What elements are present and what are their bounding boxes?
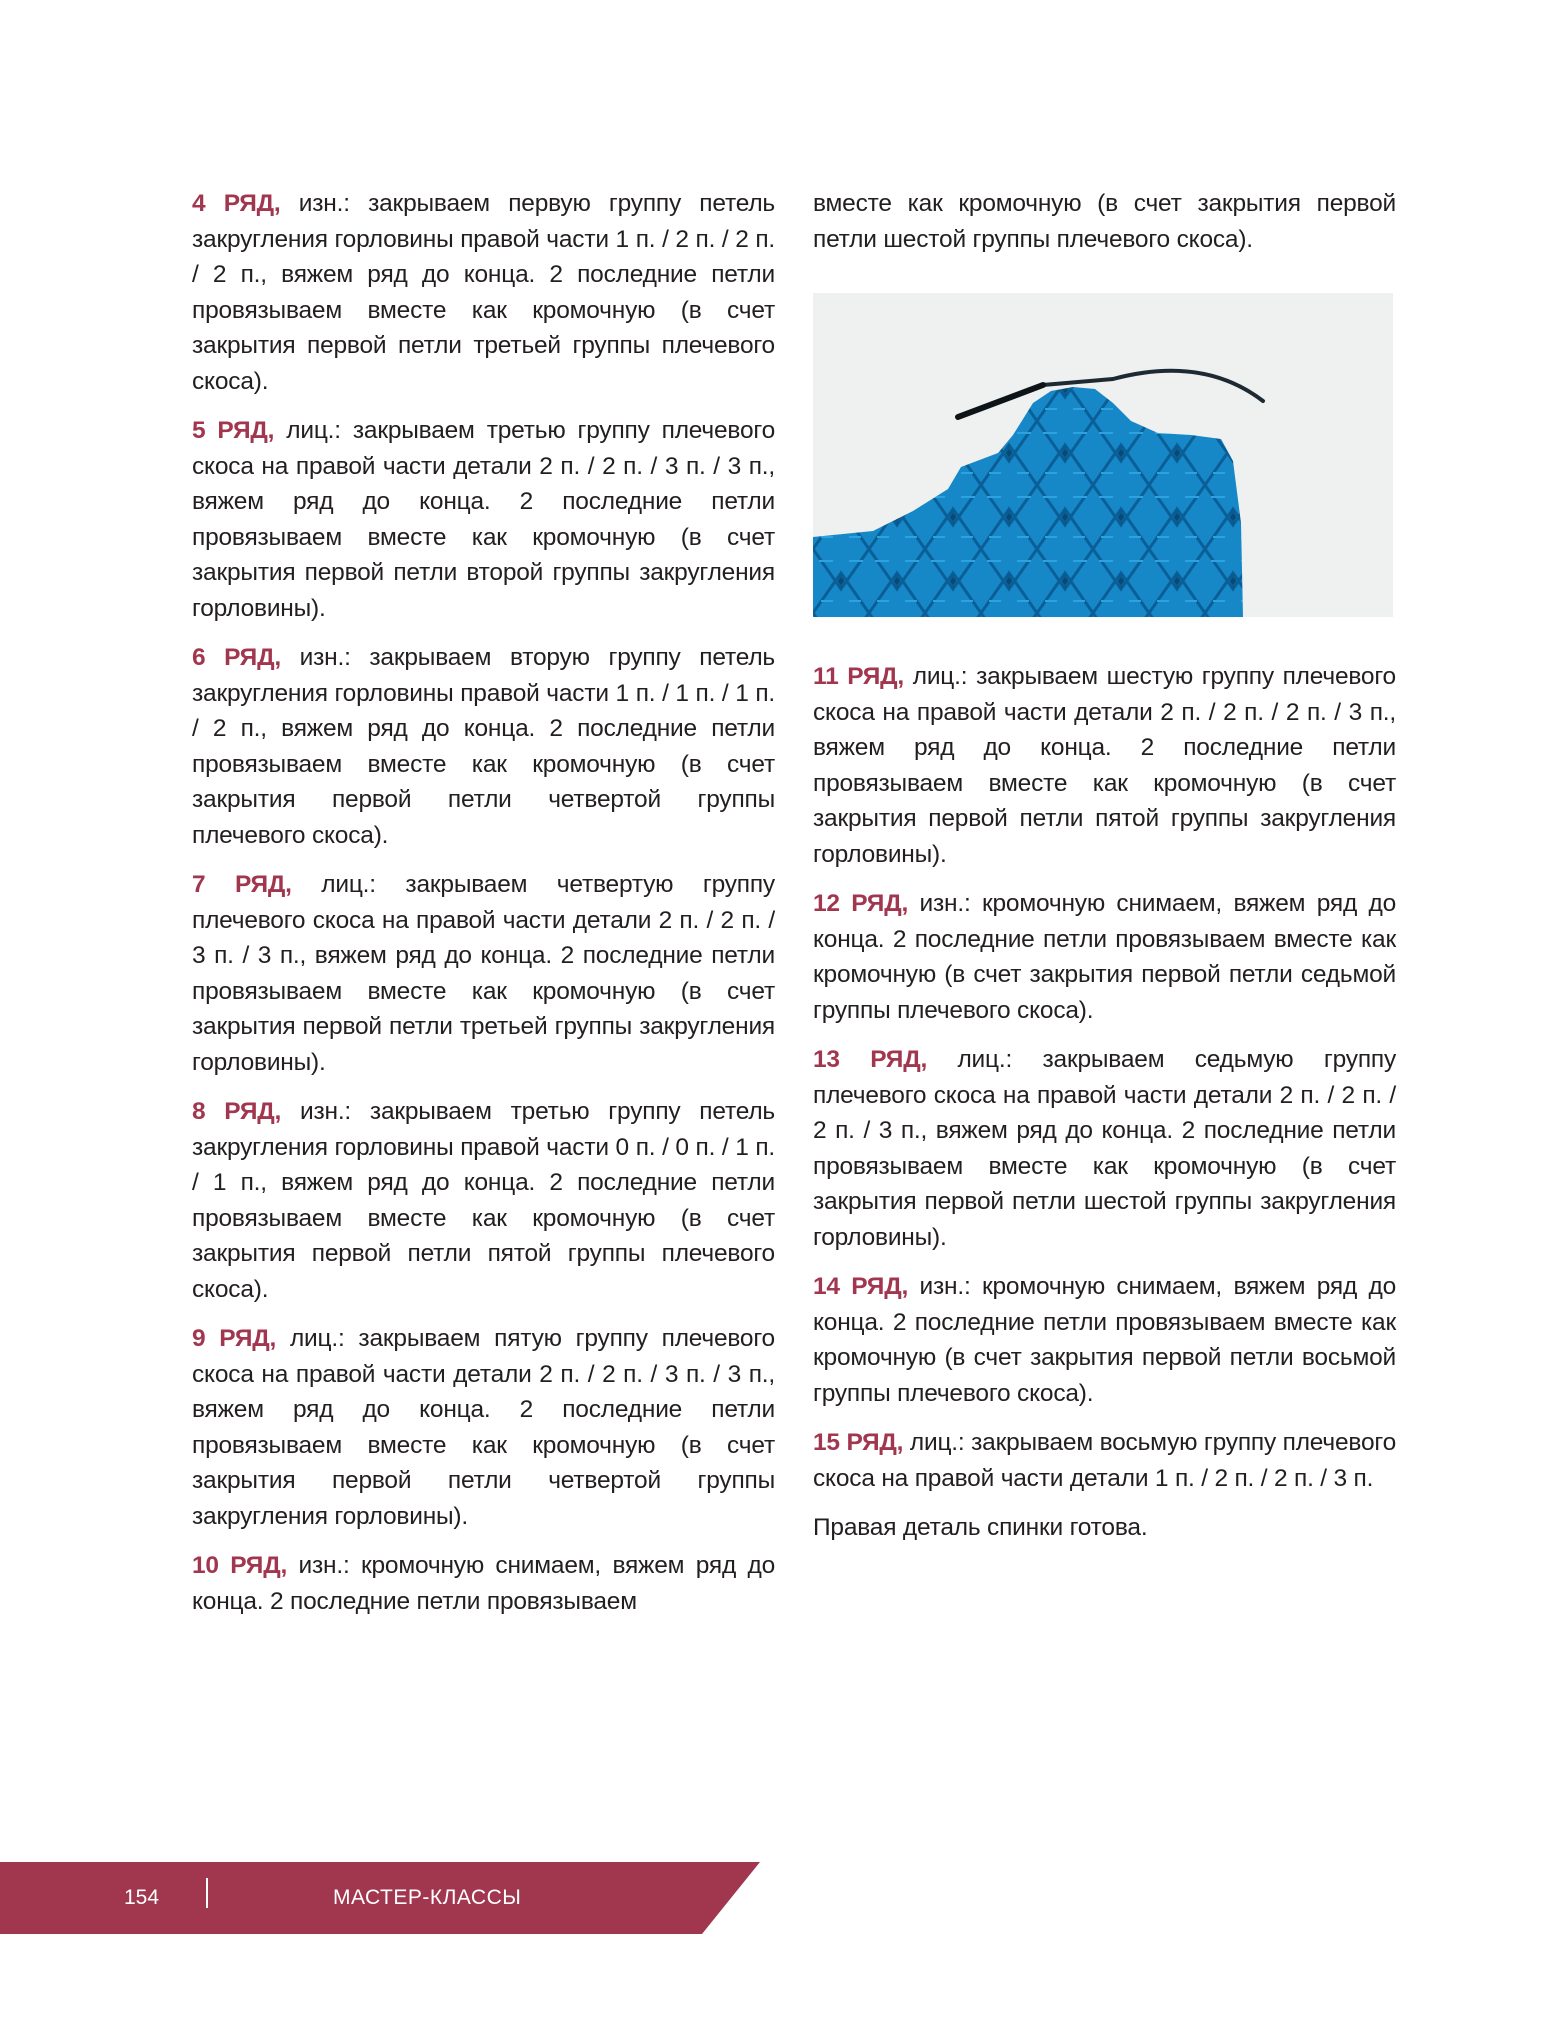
row-10-paragraph	[192, 1548, 775, 1619]
row-label: 7 РЯД,	[192, 871, 292, 898]
row-15-paragraph	[813, 1425, 1396, 1496]
row-text: изн.: закрываем первую группу петель закругления горловины правой части 1 п. / 2 п. / 2 п. / 2 п., вяжем ряд до конца. 2 последние петли провязываем вместе как кромочную (в счет закрытия первой петли третьей группы плечевого скоса).	[192, 190, 775, 395]
row-label: 6 РЯД,	[192, 644, 281, 671]
row-text: изн.: кромочную снимаем, вяжем ряд до конца. 2 последние петли провязываем	[192, 1552, 775, 1615]
row-9-paragraph	[192, 1321, 775, 1534]
knitting-photo	[813, 293, 1393, 617]
row-text: изн.: закрываем вторую группу петель закругления горловины правой части 1 п. / 1 п. / 1 п. / 2 п., вяжем ряд до конца. 2 последние петли провязываем вместе как кромочную (в счет закрытия первой петли четвертой группы плечевого скоса).	[192, 644, 775, 849]
row-7-paragraph	[192, 867, 775, 1080]
row-label: 15 РЯД,	[813, 1429, 904, 1456]
row-text: лиц.: закрываем восьмую группу плечевого скоса на правой части детали 1 п. / 2 п. / 2 п. / 3 п.	[813, 1429, 1396, 1492]
row-label: 14 РЯД,	[813, 1273, 909, 1300]
closing-line: Правая деталь спинки готова.	[813, 1514, 1148, 1541]
row-text: изн.: кромочную снимаем, вяжем ряд до конца. 2 последние петли провязываем вместе как кромочную (в счет закрытия первой петли восьмой группы плечевого скоса).	[813, 1273, 1396, 1407]
row-8-paragraph	[192, 1094, 775, 1307]
row-text: изн.: закрываем третью группу петель закругления горловины правой части 0 п. / 0 п. / 1 п. / 1 п., вяжем ряд до конца. 2 последние петли провязываем вместе как кромочную (в счет закрытия первой петли пятой группы плечевого скоса).	[192, 1098, 775, 1303]
row-text: изн.: кромочную снимаем, вяжем ряд до конца. 2 последние петли провязываем вместе как кромочную (в счет закрытия первой петли седьмой группы плечевого скоса).	[813, 890, 1396, 1024]
row-text: лиц.: закрываем четвертую группу плечевого скоса на правой части детали 2 п. / 2 п. / 3 п. / 3 п., вяжем ряд до конца. 2 последние петли провязываем вместе как кромочную (в счет закрытия первой петли третьей группы закругления горловины).	[192, 871, 775, 1076]
footer-separator	[206, 1878, 208, 1908]
row-label: 10 РЯД,	[192, 1552, 288, 1579]
left-column	[192, 186, 775, 1633]
row-label: 11 РЯД,	[813, 663, 905, 690]
page-footer	[0, 1862, 760, 1934]
row-text: лиц.: закрываем пятую группу плечевого скоса на правой части детали 2 п. / 2 п. / 3 п. / 3 п., вяжем ряд до конца. 2 последние петли провязываем вместе как кромочную (в счет закрытия первой петли четвертой группы закругления горловины).	[192, 1325, 775, 1530]
row-label: 5 РЯД,	[192, 417, 275, 444]
row-6-paragraph	[192, 640, 775, 853]
row-14-paragraph	[813, 1269, 1396, 1411]
row-label: 13 РЯД,	[813, 1046, 928, 1073]
right-column	[813, 186, 1396, 1560]
page-number: 154	[124, 1886, 160, 1909]
row-label: 4 РЯД,	[192, 190, 281, 217]
section-title: МАСТЕР-КЛАССЫ	[333, 1886, 522, 1909]
row-12-paragraph	[813, 886, 1396, 1028]
row-4-paragraph	[192, 186, 775, 399]
row-label: 12 РЯД,	[813, 890, 909, 917]
row-text: лиц.: закрываем шестую группу плечевого скоса на правой части детали 2 п. / 2 п. / 2 п. / 3 п., вяжем ряд до конца. 2 последние петли провязываем вместе как кромочную (в счет закрытия первой петли пятой группы закругления горловины).	[813, 663, 1396, 868]
row-10-continuation: вместе как кромочную (в счет закрытия первой петли шестой группы плечевого скоса).	[813, 190, 1396, 253]
row-text: лиц.: закрываем седьмую группу плечевого скоса на правой части детали 2 п. / 2 п. / 2 п. / 3 п., вяжем ряд до конца. 2 последние петли провязываем вместе как кромочную (в счет закрытия первой петли шестой группы закругления горловины).	[813, 1046, 1397, 1251]
row-11-paragraph	[813, 659, 1396, 872]
row-5-paragraph	[192, 413, 775, 626]
row-label: 8 РЯД,	[192, 1098, 282, 1125]
row-text: лиц.: закрываем третью группу плечевого скоса на правой части детали 2 п. / 2 п. / 3 п. / 3 п., вяжем ряд до конца. 2 последние петли провязываем вместе как кромочную (в счет закрытия первой петли второй группы закругления горловины).	[192, 417, 775, 622]
row-label: 9 РЯД,	[192, 1325, 277, 1352]
row-13-paragraph	[813, 1042, 1396, 1255]
